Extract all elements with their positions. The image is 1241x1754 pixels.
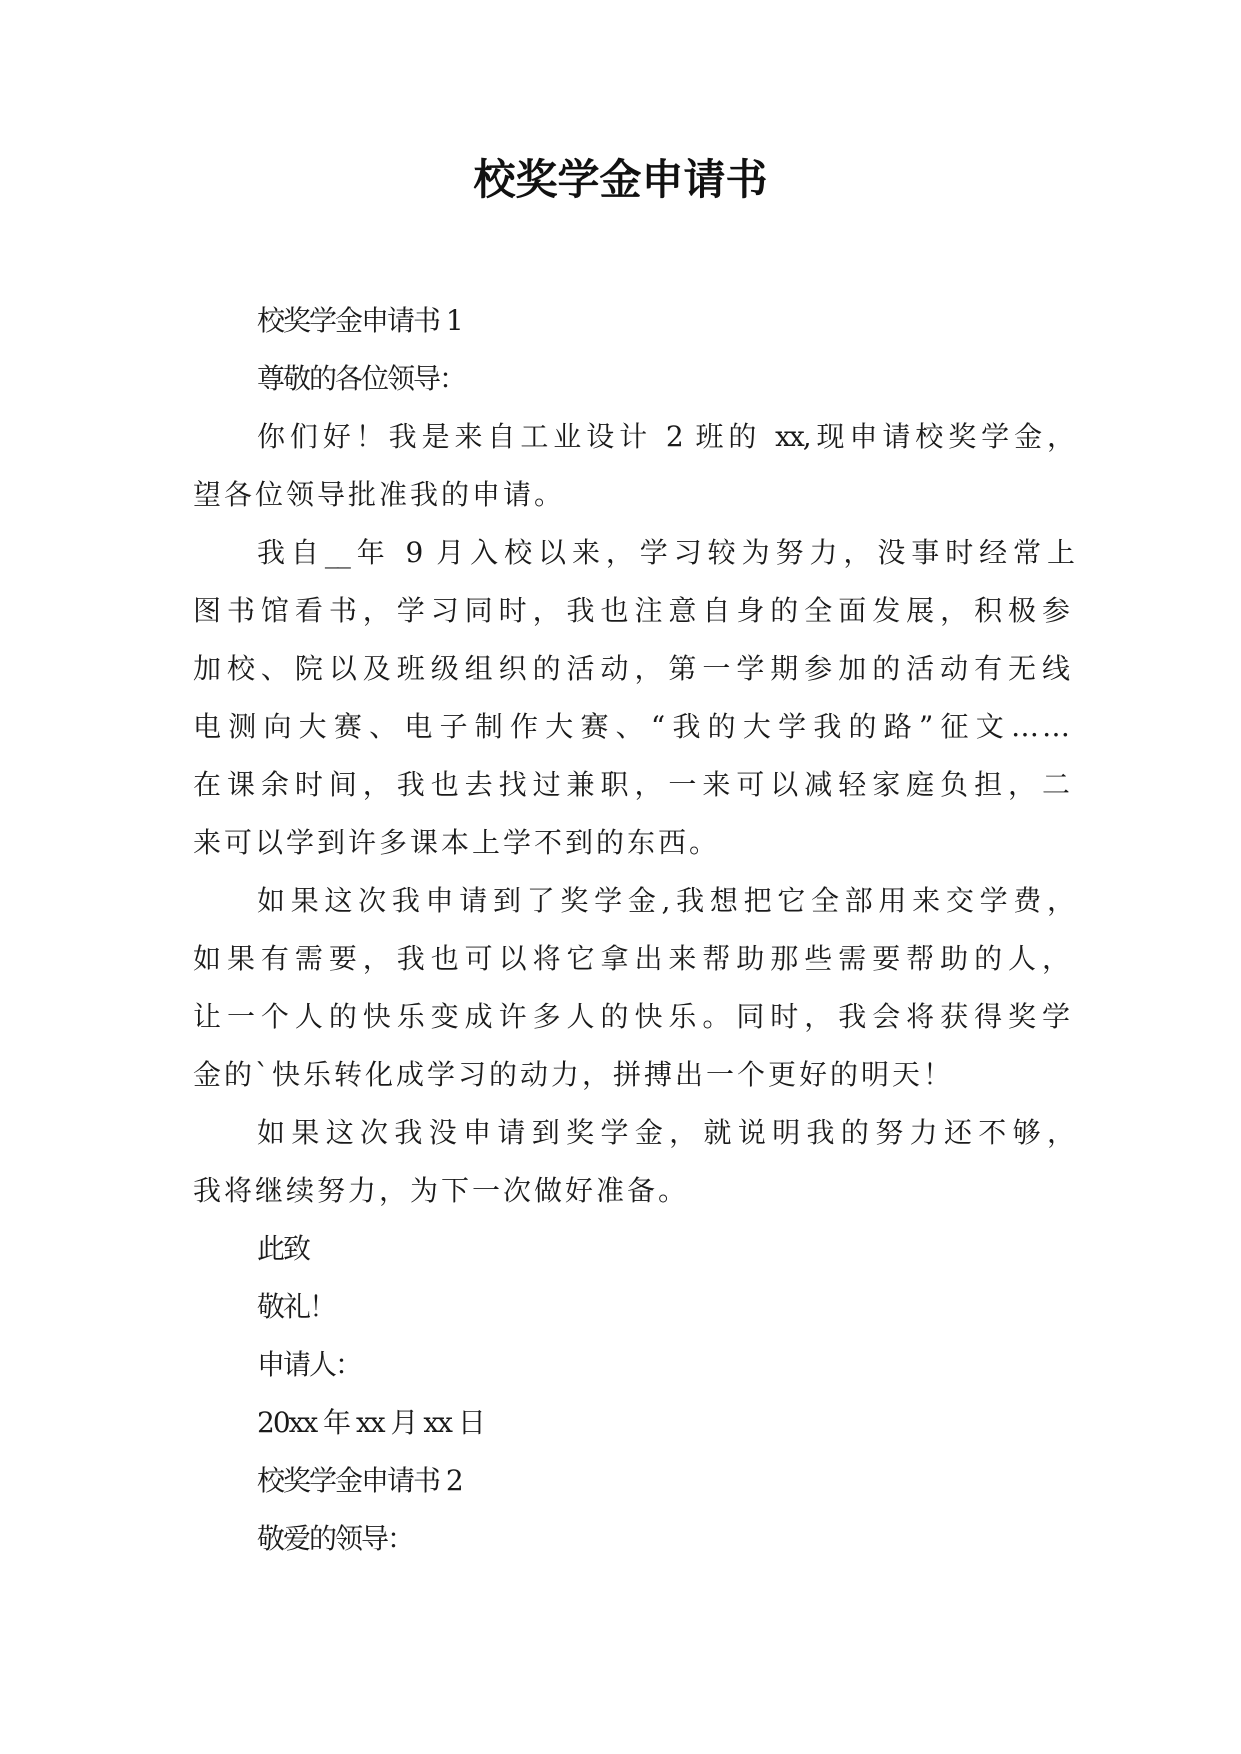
text-line: 我自__年 9 月入校以来，学习较为努力，没事时经常上	[257, 536, 1073, 569]
text-line: 来可以学到许多课本上学不到的东西。	[193, 826, 721, 859]
text-line: 申请人：	[257, 1348, 362, 1381]
text-line: 校奖学金申请书 1	[257, 304, 462, 337]
text-line: 金的`快乐转化成学习的动力，拼搏出一个更好的明天！	[193, 1058, 955, 1091]
text-line: 电测向大赛、电子制作大赛、“我的大学我的路”征文……	[193, 710, 1073, 743]
text-line: 校奖学金申请书 2	[257, 1464, 462, 1497]
text-line: 敬礼！	[257, 1290, 336, 1323]
text-line: 在课余时间，我也去找过兼职，一来可以减轻家庭负担，二	[193, 768, 1073, 801]
text-line: 如果这次我申请到了奖学金,我想把它全部用来交学费，	[257, 884, 1073, 917]
text-line: 此致	[257, 1232, 310, 1265]
text-line: 望各位领导批准我的申请。	[193, 478, 566, 511]
text-line: 如果这次我没申请到奖学金，就说明我的努力还不够，	[257, 1116, 1073, 1149]
text-line: 我将继续努力，为下一次做好准备。	[193, 1174, 690, 1207]
text-line: 尊敬的各位领导：	[257, 362, 466, 395]
text-line: 让一个人的快乐变成许多人的快乐。同时，我会将获得奖学	[193, 1000, 1073, 1033]
text-line: 如果有需要，我也可以将它拿出来帮助那些需要帮助的人，	[193, 942, 1073, 975]
text-line: 加校、院以及班级组织的活动，第一学期参加的活动有无线	[193, 652, 1073, 685]
text-line: 敬爱的领导：	[257, 1522, 414, 1555]
text-line: 20xx 年 xx 月 xx 日	[257, 1406, 484, 1439]
document-title: 校奖学金申请书	[473, 155, 768, 204]
text-line: 图书馆看书，学习同时，我也注意自身的全面发展，积极参	[193, 594, 1073, 627]
text-line: 你们好！我是来自工业设计 2 班的 xx,现申请校奖学金，	[257, 420, 1073, 453]
document-body	[193, 292, 1073, 1568]
